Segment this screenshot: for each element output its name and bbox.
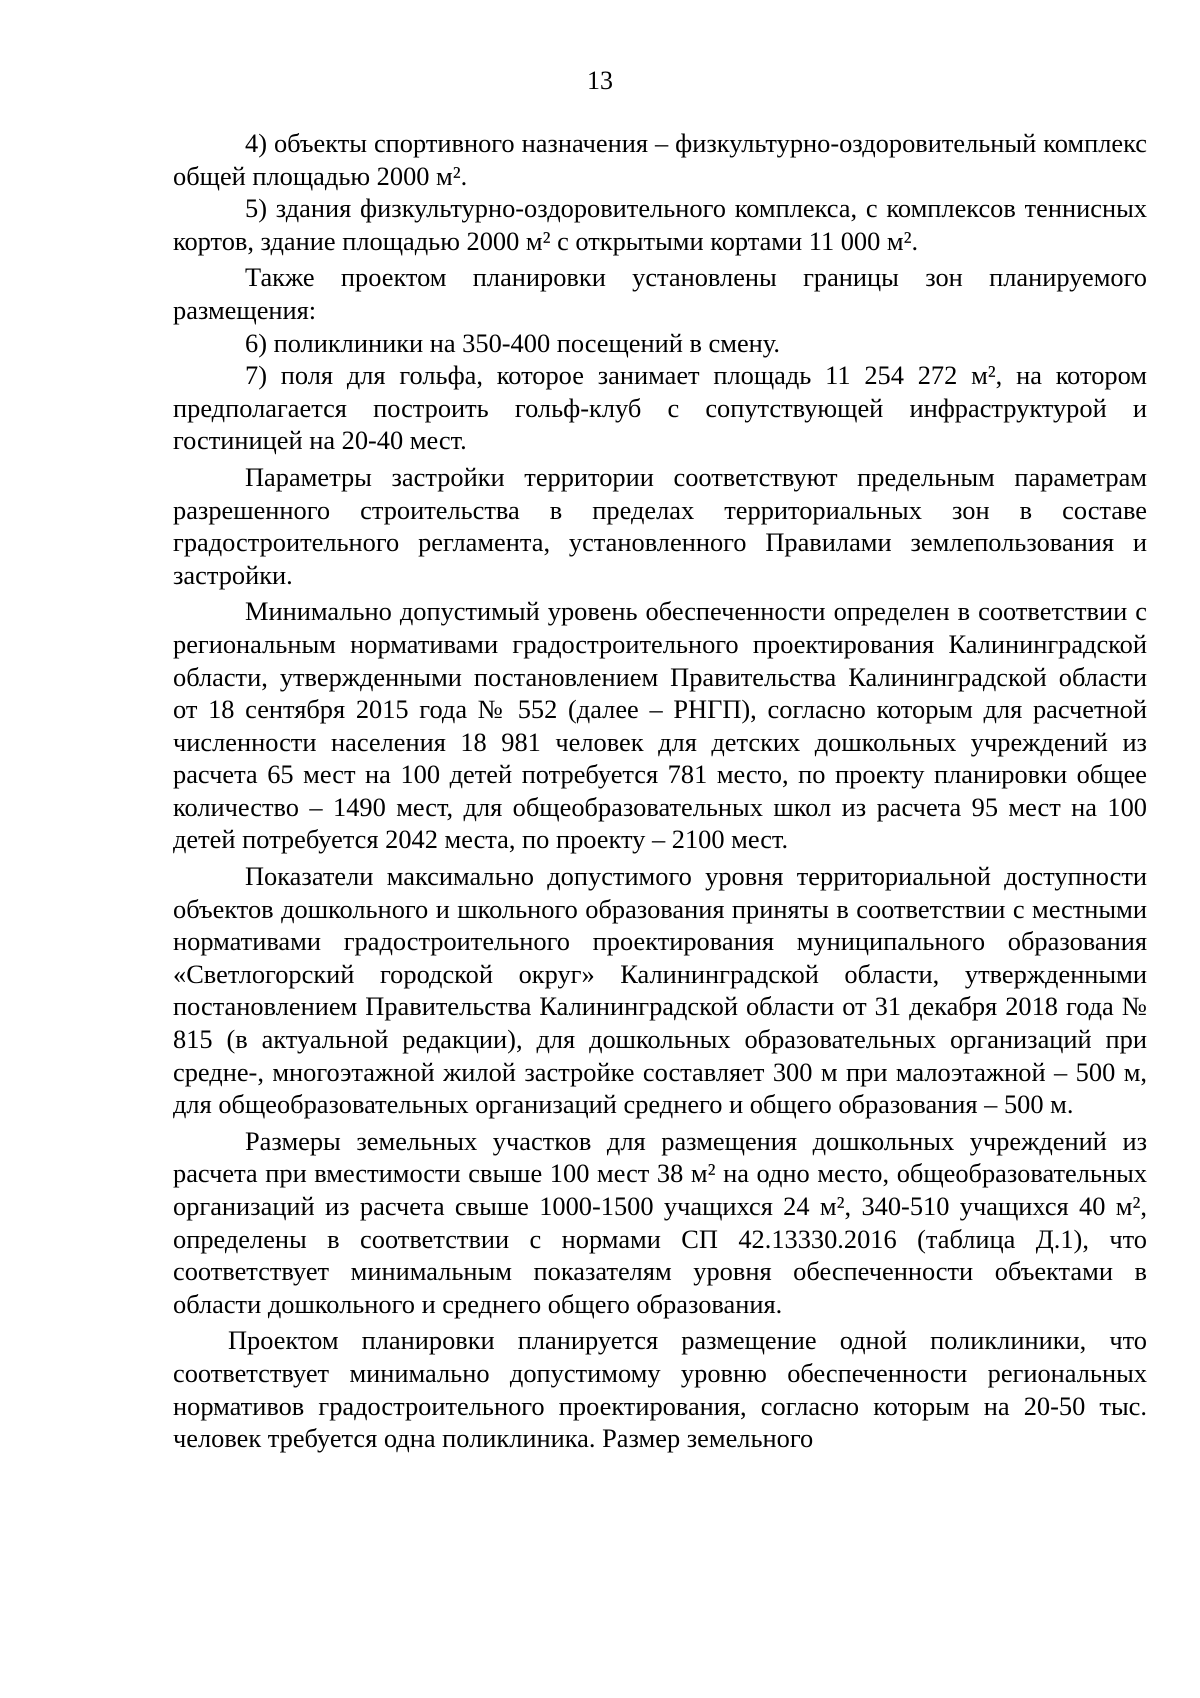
paragraph-land-plot-sizes: Размеры земельных участков для размещения дошкольных учреждений из расчета при вместимости свыше 100 мест 38 м² на одно место, общеобразовательных организаций из расчета свыше 1000-1500 учащихся 24 м², 340-510 учащихся 40 м², определены в соответствии с нормами СП 42.13330.2016 (таблица Д.1), что соответствует минимальным показателям уровня обеспеченности объектами в области дошкольного и среднего общего образования. <box>173 1125 1147 1319</box>
paragraph-polyclinic-placement: Проектом планировки планируется размещение одной поликлиники, что соответствует минимально допустимому уровню обеспеченности региональных нормативов градостроительного проектирования, согласно которым на 20-50 тыс. человек требуется одна поликлиника. Размер земельного <box>173 1325 1147 1454</box>
paragraph-accessibility-indicators: Показатели максимально допустимого уровня территориальной доступности объектов дошкольного и школьного образования приняты в соответствии с местными нормативами градостроительного проектирования муниципального образования «Светлогорский городской округ» Калининградской области, утвержденными постановлением Правительства Калининградской области от 31 декабря 2018 года № 815 (в актуальной редакции), для дошкольных образовательных организаций при средне-, многоэтажной жилой застройке составляет 300 м при малоэтажной – 500 м, для общеобразовательных организаций среднего и общего образования – 500 м. <box>173 861 1147 1120</box>
paragraph-tennis-complex: 5) здания физкультурно-оздоровительного комплекса, с комплексов теннисных кортов, здание площадью 2000 м² с открытыми кортами 11 000 м². <box>173 193 1147 256</box>
paragraph-sport-facilities: 4) объекты спортивного назначения – физкультурно-оздоровительный комплекс общей площадью 2000 м². <box>173 128 1147 191</box>
paragraph-minimum-provision: Минимально допустимый уровень обеспеченности определен в соответствии с региональным нормативами градостроительного проектирования Калининградской области, утвержденными постановлением Правительства Калининградской области от 18 сентября 2015 года № 552 (далее – РНГП), согласно которым для расчетной численности населения 18 981 человек для детских дошкольных учреждений из расчета 65 мест на 100 детей потребуется 781 место, по проекту планировки общее количество – 1490 мест, для общеобразовательных школ из расчета 95 мест на 100 детей потребуется 2042 места, по проекту – 2100 мест. <box>173 596 1147 855</box>
paragraph-golf-field: 7) поля для гольфа, которое занимает площадь 11 254 272 м², на котором предполагается построить гольф-клуб с сопутствующей инфраструктурой и гостиницей на 20-40 мест. <box>173 360 1147 456</box>
paragraph-polyclinic: 6) поликлиники на 350-400 посещений в смену. <box>245 327 780 358</box>
paragraph-building-parameters: Параметры застройки территории соответствуют предельным параметрам разрешенного строительства в пределах территориальных зон в составе градостроительного регламента, установленного Правилами землепользования и застройки. <box>173 461 1147 590</box>
document-body <box>173 127 1147 1455</box>
page-number: 13 <box>587 66 613 95</box>
paragraph-planned-zones: Также проектом планировки установлены границы зон планируемого размещения: <box>173 262 1147 325</box>
